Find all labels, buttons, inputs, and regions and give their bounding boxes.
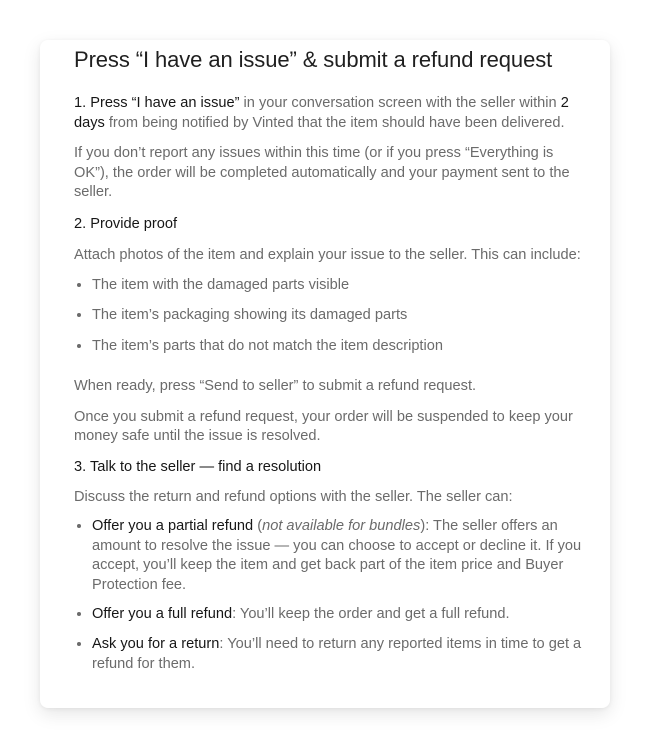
help-article-card: [40, 40, 610, 708]
step1-action: 1. Press “I have an issue”: [74, 95, 240, 111]
list-item: [92, 517, 582, 595]
step1-text-b: from being notified by Vinted that the item should have been delivered.: [104, 114, 565, 131]
list-item: • The item’s packaging showing its damaged parts: [92, 306, 582, 326]
option-text: : You’ll need to return any reported items in time to get a refund for them.: [92, 636, 582, 672]
step1-text-a: in your conversation screen with the seller within: [239, 95, 561, 111]
step2-intro: Attach photos of the item and explain your issue to the seller. This can include:: [74, 246, 581, 263]
article-title: Press “I have an issue” & submit a refund request: [74, 47, 553, 72]
order-suspended-note: Once you submit a refund request, your order will be suspended to keep your money safe until the issue is resolved.: [74, 408, 573, 445]
step3-intro: Discuss the return and refund options with the seller. The seller can:: [74, 488, 513, 505]
step1-deadline: 2 days: [74, 95, 569, 131]
option-qualifier-open: (: [253, 518, 263, 535]
step3-heading: 3. Talk to the seller — find a resolution: [74, 458, 322, 475]
option-text: : You’ll keep the order and get a full refund.: [232, 606, 510, 623]
option-label: Offer you a partial refund: [92, 518, 254, 535]
resolution-options-list: [74, 517, 582, 674]
step1-paragraph: [74, 94, 582, 133]
list-item: [92, 635, 582, 674]
option-qualifier-close: ): [420, 518, 426, 535]
step2-heading: 2. Provide proof: [74, 215, 178, 232]
option-text: : The seller offers an amount to resolve the issue — you can choose to accept or decline it. If you accept, you’ll keep the item and get back part of the item price and Buyer Protection fee.: [92, 518, 582, 593]
option-label: Offer you a full refund: [92, 606, 233, 623]
list-item: • The item’s parts that do not match the item description: [92, 337, 582, 357]
option-label: Ask you for a return: [92, 636, 220, 653]
list-item: • The item with the damaged parts visible: [92, 276, 582, 296]
list-item: [92, 605, 582, 625]
proof-list: [74, 276, 582, 356]
step1-note: If you don’t report any issues within this time (or if you press “Everything is OK”), the order will be completed automatically and your payment sent to the seller.: [74, 145, 570, 201]
option-qualifier: not available for bundles: [262, 518, 421, 535]
send-to-seller-note: When ready, press “Send to seller” to submit a refund request.: [74, 378, 477, 395]
